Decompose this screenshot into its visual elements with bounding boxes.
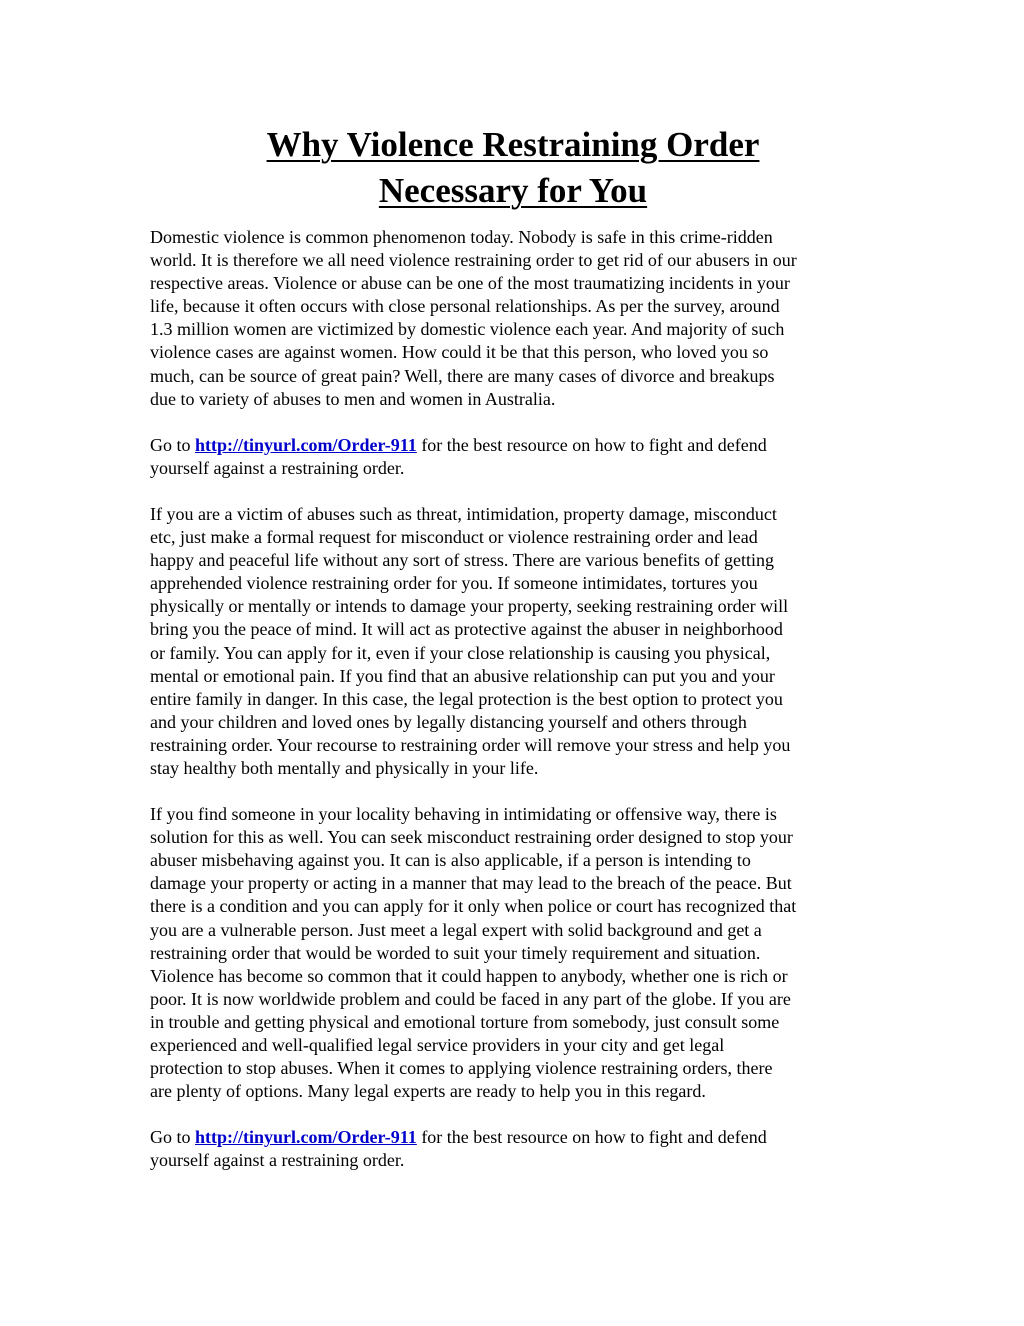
- paragraph-intro: Domestic violence is common phenomenon today. Nobody is safe in this crime-ridden world. It is therefore we all need violence restraining order to get rid of our abusers in our respective areas. Violence or abuse can be one of the most traumatizing incidents in your life, because it often occurs with close personal relationships. As per the survey, around 1.3 million women are victimized by domestic violence each year. And majority of such violence cases are against women. How could it be that this person, who loved you so much, can be source of great pain? Well, there are many cases of divorce and breakups due to variety of abuses to men and women in Australia.: [150, 227, 797, 409]
- resource-link-2[interactable]: http://tinyurl.com/Order-911: [195, 1127, 417, 1148]
- paragraph-misconduct: If you find someone in your locality behaving in intimidating or offensive way, there is solution for this as well. You can seek misconduct restraining order designed to stop your abuser misbehaving against you. It can is also applicable, if a person is intending to damage your property or acting in a manner that may lead to the breach of the peace. But there is a condition and you can apply for it only when police or court has recognized that you are a vulnerable person. Just meet a legal expert with solid background and get a restraining order that would be worded to suit your timely requirement and situation. Violence has become so common that it could happen to anybody, whether one is rich or poor. It is now worldwide problem and could be faced in any part of the globe. If you are in trouble and getting physical and emotional torture from somebody, just consult some experienced and well-qualified legal service providers in your city and get legal protection to stop abuses. When it comes to applying violence restraining orders, there are plenty of options. Many legal experts are ready to help you in this regard.: [150, 804, 797, 1102]
- cta-suffix: for the best resource on how to fight and defend yourself against a restraining order.: [150, 434, 767, 478]
- document-page: [150, 122, 876, 1195]
- title-line-1: Why Violence Restraining Order: [266, 125, 760, 164]
- cta-paragraph-2: [150, 1126, 876, 1172]
- resource-link-1[interactable]: http://tinyurl.com/Order-911: [195, 434, 417, 455]
- page-title: [150, 122, 876, 214]
- paragraph-benefits: If you are a victim of abuses such as threat, intimidation, property damage, misconduct etc, just make a formal request for misconduct or violence restraining order and lead happy and peaceful life without any sort of stress. There are various benefits of getting apprehended violence restraining order for you. If someone intimidates, tortures you physically or mentally or intends to damage your property, seeking restraining order will bring you the peace of mind. It will act as protective against the abuser in neighborhood or family. You can apply for it, even if your close relationship is causing you physical, mental or emotional pain. If you find that an abusive relationship can put you and your entire family in danger. In this case, the legal protection is the best option to protect you and your children and loved ones by legally distancing yourself and others through restraining order. Your recourse to restraining order will remove your stress and help you stay healthy both mentally and physically in your life.: [150, 503, 791, 778]
- cta-suffix: for the best resource on how to fight and defend yourself against a restraining order.: [150, 1127, 767, 1171]
- title-line-2: Necessary for You: [378, 171, 648, 210]
- cta-prefix: Go to: [150, 1127, 195, 1148]
- cta-prefix: Go to: [150, 434, 195, 455]
- cta-paragraph-1: [150, 434, 876, 480]
